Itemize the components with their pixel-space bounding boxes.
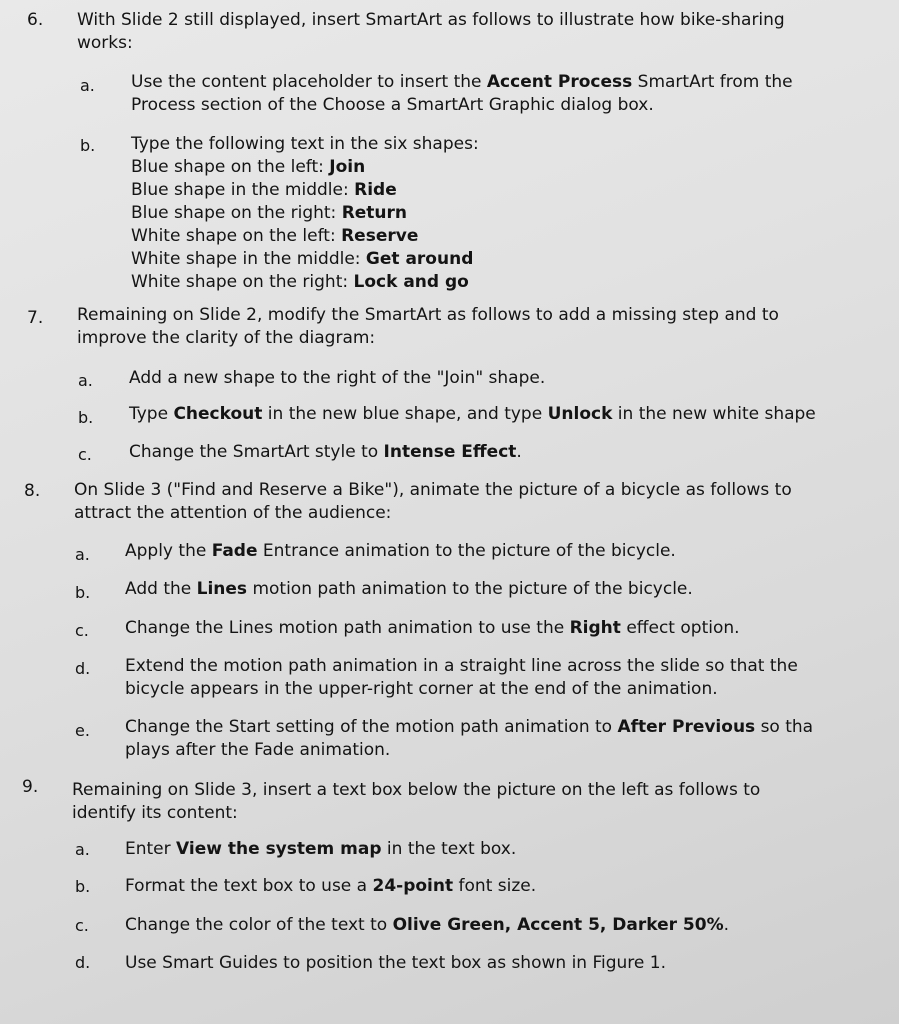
item-text [77, 9, 785, 55]
item-text-line: attract the attention of the audience: [74, 503, 392, 523]
subitem-text [131, 71, 793, 117]
item-text [77, 304, 779, 350]
subitem-text [131, 133, 479, 294]
item-number: 6. [27, 10, 44, 30]
subitem-line: Use Smart Guides to position the text box as shown in Figure 1. [125, 953, 666, 973]
subitem-letter: c. [75, 916, 89, 935]
subitem-letter: c. [78, 445, 92, 464]
subitem-letter: a. [75, 545, 90, 564]
subitem-text [129, 441, 522, 464]
subitem-line: Apply the Fade Entrance animation to the picture of the bicycle. [125, 541, 676, 561]
subitem-text [125, 914, 729, 937]
subitem-text [129, 367, 545, 390]
subitem-line: Add the Lines motion path animation to the picture of the bicycle. [125, 579, 693, 599]
subitem-line: Add a new shape to the right of the "Join" shape. [129, 368, 546, 388]
subitem-line: Change the SmartArt style to Intense Effect. [129, 442, 522, 462]
item-number: 8. [24, 481, 41, 501]
subitem-letter: b. [75, 583, 91, 602]
subitem-line: Enter View the system map in the text box. [125, 839, 517, 859]
item-text-line: On Slide 3 ("Find and Reserve a Bike"), animate the picture of a bicycle as follows to [74, 480, 792, 500]
subitem-line: Extend the motion path animation in a straight line across the slide so that the [125, 656, 798, 676]
subitem-text [125, 655, 798, 701]
subitem-text [125, 578, 693, 601]
subitem-text [125, 952, 666, 975]
subitem-text [129, 403, 816, 426]
item-text-line: Remaining on Slide 3, insert a text box below the picture on the left as follows to [72, 780, 761, 800]
subitem-letter: a. [80, 76, 95, 95]
subitem-line: White shape on the left: Reserve [131, 226, 419, 246]
subitem-line: plays after the Fade animation. [125, 740, 391, 760]
subitem-line: Change the Lines motion path animation to use the Right effect option. [125, 618, 740, 638]
subitem-line: Use the content placeholder to insert the Accent Process SmartArt from the [131, 72, 793, 92]
subitem-line: Format the text box to use a 24-point font size. [125, 876, 537, 896]
item-text [74, 479, 792, 525]
subitem-letter: b. [80, 136, 96, 155]
subitem-line: Blue shape on the right: Return [131, 203, 408, 223]
subitem-line: White shape on the right: Lock and go [131, 272, 469, 292]
item-text-line: Remaining on Slide 2, modify the SmartArt as follows to add a missing step and to [77, 305, 779, 325]
item-text [72, 779, 760, 825]
subitem-line: Blue shape in the middle: Ride [131, 180, 397, 200]
subitem-line: Change the color of the text to Olive Green, Accent 5, Darker 50%. [125, 915, 730, 935]
item-number: 9. [22, 777, 39, 797]
subitem-text [125, 540, 676, 563]
subitem-text [125, 838, 516, 861]
subitem-line: White shape in the middle: Get around [131, 249, 474, 269]
item-text-line: identify its content: [72, 803, 238, 823]
subitem-letter: b. [75, 877, 91, 896]
subitem-line: Type the following text in the six shapes: [131, 134, 479, 154]
subitem-letter: b. [78, 408, 94, 427]
subitem-line: Blue shape on the left: Join [131, 157, 366, 177]
subitem-letter: d. [75, 953, 91, 972]
item-number: 7. [27, 308, 44, 328]
item-text-line: works: [77, 33, 133, 53]
subitem-line: Change the Start setting of the motion path animation to After Previous so tha [125, 717, 814, 737]
subitem-line: Process section of the Choose a SmartArt Graphic dialog box. [131, 95, 654, 115]
subitem-letter: a. [78, 371, 93, 390]
subitem-letter: c. [75, 621, 89, 640]
subitem-letter: e. [75, 721, 90, 740]
subitem-text [125, 875, 536, 898]
subitem-text [125, 617, 740, 640]
item-text-line: With Slide 2 still displayed, insert SmartArt as follows to illustrate how bike-sharing [77, 10, 785, 30]
subitem-line: bicycle appears in the upper-right corner at the end of the animation. [125, 679, 718, 699]
subitem-letter: a. [75, 840, 90, 859]
subitem-line: Type Checkout in the new blue shape, and type Unlock in the new white shape [129, 404, 816, 424]
subitem-text [125, 716, 813, 762]
subitem-letter: d. [75, 659, 91, 678]
item-text-line: improve the clarity of the diagram: [77, 328, 376, 348]
